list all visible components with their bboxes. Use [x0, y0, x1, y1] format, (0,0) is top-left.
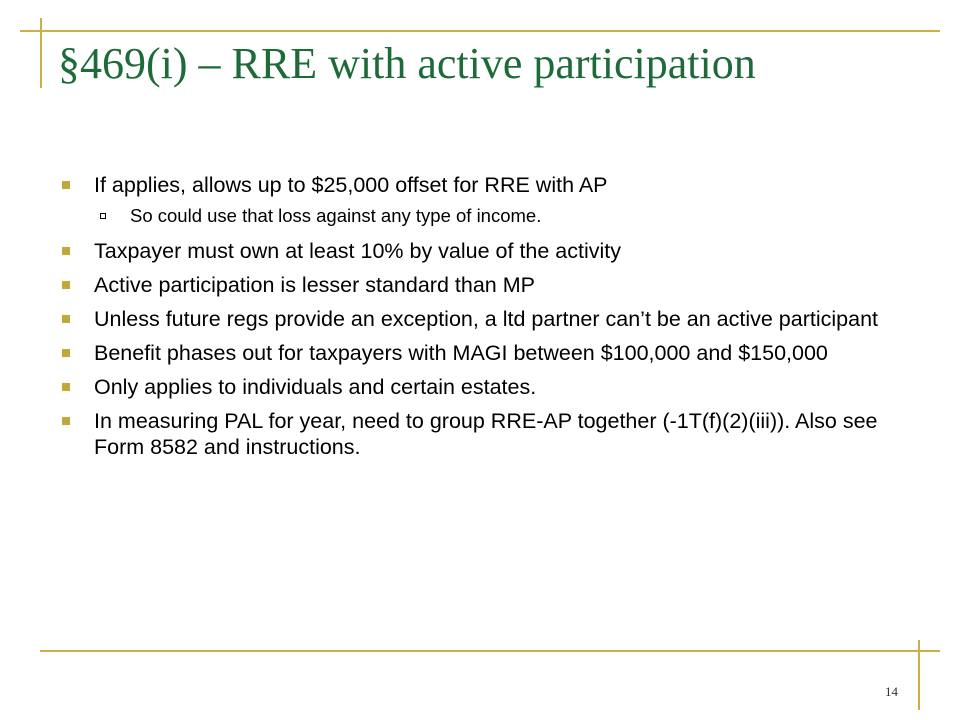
- sub-bullet-item: [60, 205, 910, 227]
- bullet-item: [60, 340, 910, 366]
- slide-title: §469(i) – RRE with active participation: [58, 39, 756, 88]
- page-number: 14: [885, 684, 898, 699]
- bullet-item: [60, 172, 910, 198]
- bullet-item: [60, 306, 910, 332]
- bullet-text: Only applies to individuals and certain estates.: [94, 375, 537, 399]
- bullet-text: Active participation is lesser standard than MP: [94, 273, 535, 297]
- bottom-horizontal-rule: [40, 650, 940, 652]
- square-bullet-icon: [62, 383, 70, 391]
- hollow-square-bullet-icon: [100, 213, 106, 219]
- bullet-text: So could use that loss against any type of income.: [130, 205, 542, 226]
- bullet-item: [60, 374, 910, 400]
- bullet-text: Benefit phases out for taxpayers with MAGI between $100,000 and $150,000: [94, 341, 828, 365]
- square-bullet-icon: [62, 247, 70, 255]
- bullet-text: If applies, allows up to $25,000 offset for RRE with AP: [94, 173, 608, 197]
- square-bullet-icon: [62, 281, 70, 289]
- top-vertical-rule: [40, 18, 42, 88]
- bullet-text: Taxpayer must own at least 10% by value of the activity: [94, 239, 622, 263]
- top-horizontal-rule: [20, 30, 940, 32]
- bullet-item: [60, 408, 910, 460]
- bottom-vertical-rule: [918, 640, 920, 710]
- square-bullet-icon: [62, 315, 70, 323]
- bullet-text: In measuring PAL for year, need to group RRE-AP together (-1T(f)(2)(iii)). Also see Form 8582 and instructions.: [94, 409, 878, 459]
- bullet-item: [60, 272, 910, 298]
- square-bullet-icon: [62, 181, 70, 189]
- bullet-item: [60, 238, 910, 264]
- square-bullet-icon: [62, 417, 70, 425]
- bullet-list: [60, 172, 910, 468]
- square-bullet-icon: [62, 349, 70, 357]
- bullet-text: Unless future regs provide an exception, a ltd partner can’t be an active participant: [94, 307, 879, 331]
